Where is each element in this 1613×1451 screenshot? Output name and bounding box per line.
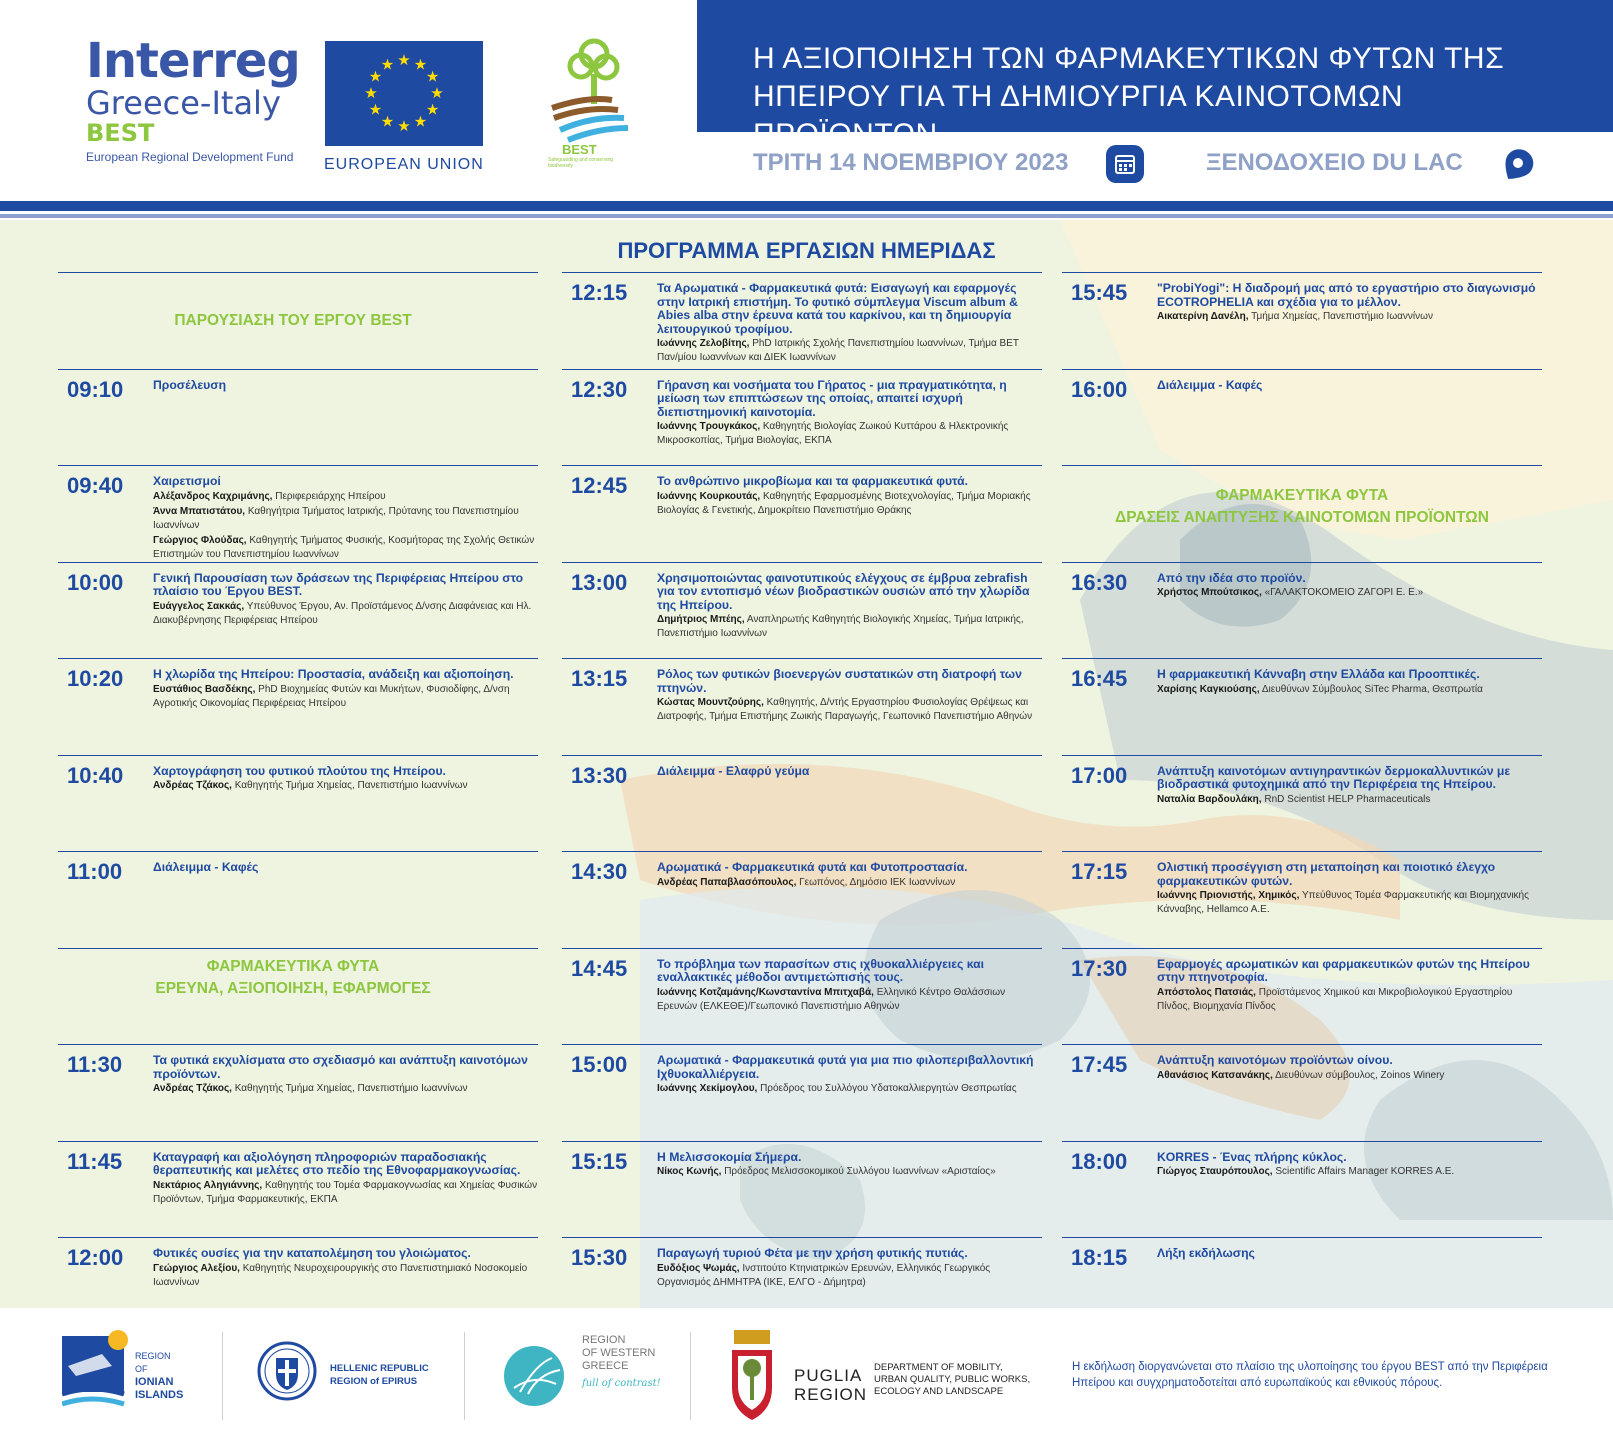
speaker-name: Απόστολος Πατσιάς, <box>1157 986 1256 998</box>
slot-title: Από την ιδέα στο προϊόν. <box>1157 570 1306 585</box>
event-date: ΤΡΙΤΗ 14 ΝΟΕΜΒΡΙΟΥ 2023 <box>753 149 1069 176</box>
schedule-slot <box>562 562 1042 658</box>
speaker <box>657 986 1042 1014</box>
speaker-name: Ανδρέας Τζάκος, <box>153 780 232 791</box>
slot-time: 09:40 <box>67 473 124 498</box>
speaker <box>657 696 1042 724</box>
speaker <box>657 1165 1042 1179</box>
interreg-project: BEST <box>86 119 155 147</box>
slot-time: 16:00 <box>1071 376 1128 402</box>
best-logo-tagline: Safeguarding and conserving biodiversity <box>548 157 614 169</box>
slot-title: Καταγραφή και αξιολόγηση πληροφοριών παραδοσιακής θεραπευτικής και μελέτες στο πεδίο της Εθνοφαρμακογνωσίας. <box>153 1149 521 1177</box>
eu-star-icon: ★ <box>380 113 395 131</box>
schedule-slot <box>58 658 538 754</box>
section-research <box>58 956 528 1000</box>
speaker <box>153 490 538 504</box>
eu-star-icon: ★ <box>425 101 440 119</box>
interreg-program: Greece-Italy <box>86 84 281 122</box>
slot-details <box>657 861 1042 890</box>
puglia-department <box>874 1362 1074 1398</box>
funding-note: Η εκδήλωση διοργανώνεται στο πλαίσιο της υλοποίησης του έργου BEST από την Περιφέρεια Ηπείρου και συγχρηματοδοτείται από ευρωπαϊκούς και εθνικούς πόρους. <box>1072 1361 1548 1389</box>
speaker <box>657 490 1042 518</box>
slot-details <box>153 861 538 875</box>
slot-title: Διάλειμμα - Καφές <box>153 860 259 874</box>
slot-details <box>657 958 1042 1014</box>
speaker <box>657 613 1042 641</box>
puglia-line: PUGLIA <box>794 1366 863 1385</box>
schedule-slot <box>562 948 1042 1044</box>
speaker-name: Νεκτάριος Αληγιάννης, <box>153 1179 263 1191</box>
schedule-slot <box>1062 1141 1542 1237</box>
interreg-logo <box>86 33 300 164</box>
slot-time: 17:30 <box>1071 955 1128 981</box>
section-rule <box>58 272 538 273</box>
schedule-slot <box>58 1044 538 1140</box>
eu-star-icon: ★ <box>430 85 444 102</box>
slot-title: Διάλειμμα - Ελαφρύ γεύμα <box>657 763 810 778</box>
eu-star-icon: ★ <box>364 85 378 102</box>
western-line: OF WESTERN <box>582 1347 656 1359</box>
puglia-logo <box>728 1328 1031 1429</box>
calendar-icon <box>1106 145 1144 183</box>
schedule-slot <box>562 851 1042 947</box>
speaker-name: Νίκος Κωνής, <box>657 1166 722 1177</box>
slot-details <box>657 1054 1042 1096</box>
header <box>0 0 1613 200</box>
western-greece-text <box>582 1334 692 1390</box>
speaker <box>1157 889 1542 917</box>
schedule-slot <box>58 562 538 658</box>
slot-time: 12:45 <box>571 473 628 498</box>
speaker-name: Γεώργιος Φλούδας, <box>153 534 247 546</box>
western-line: REGION <box>582 1334 626 1346</box>
speaker <box>1157 683 1542 697</box>
slot-title: Τα Αρωματικά - Φαρμακευτικά φυτά: Εισαγωγή και εφαρμογές στην Ιατρική επιστήμη. Το φυτικό σύμπλεγμα Viscum album & Abies alba στην έρευνα κατά του καρκίνου, και τη δημιουργία λειτουργικού τροφίμου. <box>657 281 1018 336</box>
speaker-name: Ιωάννης Χεκίμογλου, <box>657 1083 758 1094</box>
speaker-name: Αθανάσιος Κατσανάκης, <box>1157 1069 1273 1081</box>
best-logo <box>548 36 638 171</box>
best-logo-name: BEST <box>562 142 597 157</box>
slot-details <box>657 379 1042 449</box>
slot-details <box>153 668 538 711</box>
speaker <box>153 534 538 562</box>
speaker-role: Καθηγητής Τμήματος Φυσικής, Κοσμήτορας της Σχολής Θετικών Επιστημών του Πανεπιστημίου Ιωαννίνων <box>153 534 535 560</box>
schedule-slot <box>1062 851 1542 947</box>
slot-title: Ρόλος των φυτικών βιοενεργών συστατικών στη διατροφή των πτηνών. <box>657 667 1022 695</box>
speaker <box>1157 310 1542 324</box>
slot-details <box>657 668 1042 724</box>
puglia-text <box>794 1366 867 1404</box>
speaker-role: RnD Scientist HELP Pharmaceuticals <box>1264 793 1431 805</box>
slot-details <box>1157 668 1542 697</box>
speaker-role: Ελληνικό Κέντρο Θαλάσσιων Ερευνών (ΕΛΚΕΘΕ)/Γεωπονικό Πανεπιστήμιο Αθηνών <box>657 986 1006 1012</box>
speaker <box>153 600 538 628</box>
schedule-slot <box>562 1141 1042 1237</box>
speaker <box>153 505 538 533</box>
eu-star-icon: ★ <box>397 118 411 135</box>
slot-time: 15:45 <box>1071 280 1128 305</box>
slot-details <box>657 765 1042 779</box>
speaker-name: Γεώργιος Αλεξίου, <box>153 1262 240 1274</box>
speaker-name: Ιωάννης Ζελοβίτης, <box>657 338 750 349</box>
slot-time: 13:30 <box>571 762 628 788</box>
speaker <box>1157 793 1542 807</box>
slot-title: Αρωματικά - Φαρμακευτικά φυτά και Φυτοπροστασία. <box>657 860 968 874</box>
slot-title: Χαιρετισμοί <box>153 474 221 488</box>
slot-details <box>1157 1151 1542 1180</box>
epirus-logo <box>256 1340 429 1407</box>
western-greece-icon <box>502 1344 566 1408</box>
speaker-role: PhD Βιοχημείας Φυτών και Μυκήτων, Φυσιοδίφης, Δ/νση Αγροτικής Οικονομίας Περιφέρειας Ηπείρου <box>153 683 510 709</box>
slot-title: "ProbiYogi": Η διαδρομή μας από το εργαστήριο στο διαγωνισμό ECOTROPHELIA και σχέδια για το μέλλον. <box>1157 281 1536 309</box>
footer-divider <box>222 1332 223 1420</box>
section-subtitle: ΔΡΑΣΕΙΣ ΑΝΑΠΤΥΞΗΣ ΚΑΙΝΟΤΟΜΩΝ ΠΡΟΪΟΝΤΩΝ <box>1115 509 1489 526</box>
speaker-name: Ιωάννης Κουρκουτάς, <box>657 490 761 502</box>
location-pin-icon <box>1498 145 1538 185</box>
slot-details <box>657 282 1042 365</box>
slot-time: 16:30 <box>1071 569 1128 595</box>
speaker-role: Καθηγητής Τμήμα Χημείας, Πανεπιστήμιο Ιωαννίνων <box>234 1083 468 1094</box>
speaker <box>153 683 538 711</box>
schedule-slot <box>58 1237 538 1308</box>
schedule-slot <box>562 755 1042 851</box>
slot-time: 12:15 <box>571 280 628 305</box>
slot-details <box>1157 1247 1542 1261</box>
speaker-role: Διευθύνων σύμβουλος, Zoinos Winery <box>1275 1069 1445 1081</box>
puglia-coat-of-arms-icon <box>728 1328 776 1424</box>
slot-time: 16:45 <box>1071 666 1128 691</box>
slot-title: Γήρανση και νοσήματα του Γήρατος - μια πραγματικότητα, η μείωση των επιπτώσεων της οποίας, απαιτεί ισχυρή διεπιστημονική καινοτομία. <box>657 377 1007 419</box>
section-title: ΦΑΡΜΑΚΕΥΤΙΚΑ ΦΥΤΑ <box>1215 487 1389 504</box>
speaker-name: Ιωάννης Τρουγκάκος, <box>657 421 761 432</box>
slot-details <box>1157 1054 1542 1083</box>
speaker-name: Ιωάννης Κοτζαμάνης/Κωνσταντίνα Μπιτχαβά, <box>657 986 874 998</box>
speaker-role: Καθηγητής Νευροχειρουργικής στο Πανεπιστημιακό Νοσοκομείο Ιωαννίνων <box>153 1262 528 1288</box>
ionian-islands-icon <box>62 1330 128 1416</box>
slot-title: Φυτικές ουσίες για την καταπολέμηση του γλοιώματος. <box>153 1246 471 1260</box>
speaker-role: Καθηγητής, Δ/ντής Εργαστηρίου Φυσιολογίας Θρέψεως και Διατροφής, Τμήμα Επιστήμης Ζωικής Παραγωγής, Γεωπονικό Πανεπιστήμιο Αθηνών <box>657 697 1033 722</box>
slot-details <box>153 572 538 628</box>
speaker-name: Ευδόξιος Ψωμάς, <box>657 1262 740 1274</box>
slot-time: 10:20 <box>67 666 124 691</box>
eu-star-icon: ★ <box>413 113 428 131</box>
program-title: ΠΡΟΓΡΑΜΜΑ ΕΡΓΑΣΙΩΝ ΗΜΕΡΙΔΑΣ <box>617 238 996 263</box>
eu-star-icon: ★ <box>368 101 383 119</box>
slot-details <box>153 765 538 794</box>
schedule-slot <box>1062 658 1542 754</box>
speaker-name: Χρήστος Μπούτσικος, <box>1157 587 1262 598</box>
program-area <box>0 220 1613 1308</box>
schedule-slot <box>1062 272 1542 368</box>
speaker <box>153 1179 538 1207</box>
slot-time: 10:40 <box>67 762 124 788</box>
schedule-slot <box>1062 1237 1542 1308</box>
schedule-slot <box>1062 755 1542 851</box>
ionian-islands-text <box>135 1350 183 1402</box>
speaker-role: PhD Ιατρικής Σχολής Πανεπιστημίου Ιωαννίνων, Τμήμα BET Παν/μίου Ιωαννίνων και ΔΙΕΚ Ιωαννίνων <box>657 338 1019 363</box>
title-banner <box>697 0 1613 151</box>
western-tagline: full of contrast! <box>582 1378 661 1389</box>
speaker <box>657 420 1042 448</box>
western-line: GREECE <box>582 1360 629 1372</box>
footer <box>0 1308 1613 1451</box>
schedule-slot <box>1062 369 1542 465</box>
slot-details <box>1157 282 1542 324</box>
speaker-name: Άννα Μπατιστάτου, <box>153 505 246 517</box>
speaker <box>657 876 1042 890</box>
speaker-role: Καθηγήτρια Τμήματος Ιατρικής, Πρύτανης του Πανεπιστημίου Ιωαννίνων <box>153 505 519 531</box>
speaker-role: Προϊστάμενος Χημικού και Μικροβιολογικού Εργαστηρίου Πίνδος, Βιομηχανία Πίνδος <box>1157 986 1513 1012</box>
speaker <box>1157 1165 1542 1179</box>
slot-time: 12:00 <box>67 1245 124 1270</box>
speaker-role: Υπεύθυνος Έργου, Αν. Προϊστάμενος Δ/νσης Διαφάνειας και Ηλ. Διακυβέρνησης Περιφέρειας Ηπείρου <box>153 600 532 626</box>
header-stripe-light <box>0 214 1613 218</box>
speaker-role: Καθηγητής Βιολογίας Ζωικού Κυττάρου & Ηλεκτρονικής Μικροσκοπίας, Τμήμα Βιολογίας, ΕΚΠΑ <box>657 421 1009 446</box>
speaker-role: Γεωπόνος, Δημόσιο ΙΕΚ Ιωαννίνων <box>799 876 956 888</box>
speaker-name: Ανδρέας Παπαβλασόπουλος, <box>657 876 797 888</box>
speaker <box>1157 1069 1542 1083</box>
footer-divider <box>464 1332 465 1420</box>
slot-time: 11:30 <box>67 1052 123 1077</box>
slot-time: 15:15 <box>571 1148 628 1174</box>
slot-title: Εφαρμογές αρωματικών και φαρμακευτικών φυτών της Ηπείρου στην πτηνοτροφία. <box>1157 956 1530 984</box>
speaker-name: Αλέξανδρος Καχριμάνης, <box>153 490 273 502</box>
slot-details <box>153 1247 538 1290</box>
slot-title: Αρωματικά - Φαρμακευτικά φυτά για μια πιο φιλοπεριβαλλοντική Ιχθυοκαλλιέργεια. <box>657 1053 1034 1081</box>
speaker-name: Δημήτριος Μπέης, <box>657 614 745 625</box>
puglia-line: REGION <box>794 1385 868 1404</box>
slot-time: 14:45 <box>571 955 628 981</box>
puglia-dept-line: ECOLOGY AND LANDSCAPE <box>874 1386 1004 1397</box>
eu-star-icon: ★ <box>397 52 411 69</box>
speaker-role: Ινστιτούτο Κτηνιατρικών Ερευνών, Ελληνικός Γεωργικός Οργανισμός ΔΗΜΗΤΡΑ (ΙΚΕ, ΕΛΓΟ - Δήμητρα) <box>657 1262 991 1288</box>
western-greece-logo <box>502 1334 661 1413</box>
speaker-name: Ναταλία Βαρδουλάκη, <box>1157 793 1262 805</box>
section-rule <box>58 948 538 949</box>
header-stripe <box>0 201 1613 211</box>
schedule-slot <box>562 465 1042 561</box>
speaker-role: Πρόεδρος Μελισσοκομικού Συλλόγου Ιωαννίνων «Αρισταίος» <box>724 1166 996 1177</box>
slot-title: Διάλειμμα - Καφές <box>1157 377 1263 392</box>
eu-star-icon: ★ <box>380 56 395 74</box>
speaker-name: Ιωάννης Πριονιστής, Χημικός, <box>1157 890 1300 901</box>
schedule-slot <box>1062 948 1542 1044</box>
slot-time: 10:00 <box>67 569 124 595</box>
speaker-role: Καθηγητής του Τομέα Φαρμακογνωσίας και Χημείας Φυσικών Προϊόντων, Τμήμα Φαρμακευτικής, ΕΚΠΑ <box>153 1179 538 1205</box>
puglia-dept-line: DEPARTMENT OF MOBILITY, <box>874 1362 1003 1373</box>
slot-details <box>1157 861 1542 917</box>
slot-title: Λήξη εκδήλωσης <box>1157 1246 1255 1260</box>
slot-title: Το ανθρώπινο μικροβίωμα και τα φαρμακευτικά φυτά. <box>657 474 969 488</box>
speaker-role: Πρόεδρος του Συλλόγου Υδατοκαλλιεργητών Θεσπρωτίας <box>760 1083 1017 1094</box>
speaker-name: Γιώργος Σταυρόπουλος, <box>1157 1166 1273 1177</box>
puglia-dept-line: URBAN QUALITY, PUBLIC WORKS, <box>874 1374 1031 1385</box>
schedule-slot <box>58 755 538 851</box>
slot-time: 11:45 <box>67 1148 123 1174</box>
slot-time: 14:30 <box>571 859 628 884</box>
schedule-slot <box>58 465 538 561</box>
slot-details <box>657 475 1042 518</box>
ionian-line: ISLANDS <box>135 1389 184 1401</box>
slot-details <box>657 1151 1042 1180</box>
slot-details <box>1157 379 1542 393</box>
section-title: ΠΑΡΟΥΣΙΑΣΗ ΤΟΥ ΕΡΓΟΥ BEST <box>174 312 412 329</box>
speaker-role: «ΓΑΛΑΚΤΟΚΟΜΕΙΟ ΖΑΓΟΡΙ Ε. Ε.» <box>1264 587 1424 598</box>
slot-title: Τα φυτικά εκχυλίσματα στο σχεδιασμό και ανάπτυξη καινοτόμων προϊόντων. <box>153 1053 528 1081</box>
slot-details <box>1157 958 1542 1014</box>
speaker-name: Χαρίσης Καγκιούσης, <box>1157 683 1260 695</box>
speaker-role: Καθηγητής Τμήμα Χημείας, Πανεπιστήμιο Ιωαννίνων <box>234 780 468 791</box>
slot-title: Η χλωρίδα της Ηπείρου: Προστασία, ανάδειξη και αξιοποίηση. <box>153 667 514 681</box>
section-best-presentation <box>58 310 528 332</box>
section-subtitle: ΕΡΕΥΝΑ, ΑΞΙΟΠΟΙΗΣΗ, ΕΦΑΡΜΟΓΕΣ <box>155 980 431 997</box>
speaker-name: Αικατερίνη Δανέλη, <box>1157 311 1249 322</box>
section-innovation <box>1062 485 1542 529</box>
slot-details <box>153 1054 538 1096</box>
eu-flag-icon <box>325 41 483 146</box>
ionian-islands-logo <box>62 1330 184 1421</box>
epirus-line: HELLENIC REPUBLIC <box>330 1363 429 1374</box>
speaker-role: Τμήμα Χημείας, Πανεπιστήμιο Ιωαννίνων <box>1251 311 1433 322</box>
schedule-slot <box>562 272 1042 368</box>
speaker-role: Υπεύθυνος Τομέα Φαρμακευτικής και Βιομηχανικής Κάνναβης, Hellamco A.E. <box>1157 890 1529 915</box>
speaker <box>1157 586 1542 600</box>
schedule-slot <box>562 1237 1042 1308</box>
slot-title: Χρησιμοποιώντας φαινοτυπικούς ελέγχους σε έμβρυα zebrafish για τον εντοπισμό νέων βιοδραστικών ουσιών από την χλωρίδα της Ηπείρου. <box>657 570 1030 612</box>
slot-time: 17:45 <box>1071 1052 1128 1077</box>
speaker <box>657 1262 1042 1290</box>
slot-time: 18:00 <box>1071 1148 1128 1174</box>
slot-title: Ανάπτυξη καινοτόμων προϊόντων οίνου. <box>1157 1053 1393 1067</box>
speaker-name: Ευστάθιος Βασδέκης, <box>153 683 256 695</box>
slot-time: 13:15 <box>571 666 628 691</box>
slot-title: Η φαρμακευτική Κάνναβη στην Ελλάδα και Προοπτικές. <box>1157 667 1480 681</box>
slot-time: 15:00 <box>571 1052 628 1077</box>
slot-time: 12:30 <box>571 376 628 402</box>
slot-time: 17:00 <box>1071 762 1128 788</box>
schedule-slot <box>58 369 538 465</box>
interreg-fund: European Regional Development Fund <box>86 150 294 164</box>
footer-divider <box>690 1332 691 1420</box>
slot-time: 15:30 <box>571 1245 628 1270</box>
event-title: Η ΑΞΙΟΠΟΙΗΣΗ ΤΩΝ ΦΑΡΜΑΚΕΥΤΙΚΩΝ ΦΥΤΩΝ ΤΗΣ ΗΠΕΙΡΟΥ ΓΙΑ ΤΗ ΔΗΜΙΟΥΡΓΙΑ ΚΑΙΝΟΤΟΜΩΝ ΠΡΟΪΟΝΤΩΝ <box>753 42 1505 151</box>
speaker <box>657 337 1042 365</box>
eu-label: EUROPEAN UNION <box>324 156 484 173</box>
slot-title: KORRES - Ένας πλήρης κύκλος. <box>1157 1149 1347 1164</box>
schedule-slot <box>58 1141 538 1237</box>
slot-title: Γενική Παρουσίαση των δράσεων της Περιφέρειας Ηπείρου στο πλαίσιο του Έργου BEST. <box>153 570 524 598</box>
interreg-name: Interreg <box>86 33 300 89</box>
slot-details <box>657 572 1042 642</box>
speaker-role: Καθηγητής Εφαρμοσμένης Βιοτεχνολογίας, Τμήμα Μοριακής Βιολογίας & Γενετικής, Δημοκρίτειο Πανεπιστήμιο Θράκης <box>657 490 1031 516</box>
speaker <box>153 779 538 793</box>
slot-time: 17:15 <box>1071 859 1128 884</box>
slot-time: 11:00 <box>67 859 123 884</box>
slot-details <box>1157 572 1542 601</box>
slot-title: Ανάπτυξη καινοτόμων αντιγηραντικών δερμοκαλλυντικών με βιοδραστικά φυτοχημικά από την Περιφέρεια της Ηπείρου. <box>1157 763 1511 791</box>
speaker-role: Αναπληρωτής Καθηγητής Βιολογικής Χημείας, Τμήμα Ιατρικής, Πανεπιστήμιο Ιωαννίνων <box>657 614 1024 639</box>
epirus-text <box>330 1362 460 1388</box>
eu-star-icon: ★ <box>413 56 428 74</box>
slot-time: 13:00 <box>571 569 628 595</box>
speaker <box>657 1082 1042 1096</box>
slot-title: Η Μελισσοκομία Σήμερα. <box>657 1149 802 1164</box>
slot-details <box>1157 765 1542 807</box>
speaker <box>1157 986 1542 1014</box>
speaker-name: Ευάγγελος Σακκάς, <box>153 600 245 612</box>
event-venue: ΞΕΝΟΔΟΧΕΙΟ DU LAC <box>1206 149 1463 176</box>
section-rule <box>1062 465 1542 466</box>
schedule-slot <box>562 658 1042 754</box>
speaker <box>153 1262 538 1290</box>
slot-time: 09:10 <box>67 376 124 402</box>
schedule-slot <box>58 851 538 947</box>
schedule-slot <box>1062 1044 1542 1140</box>
speaker-role: Διευθύνων Σύμβουλος SiTec Pharma, Θεσπρωτία <box>1261 683 1483 695</box>
eu-star-icon: ★ <box>425 68 440 86</box>
ionian-line: REGION OF <box>135 1351 171 1374</box>
speaker-name: Κώστας Μουντζούρης, <box>657 697 764 708</box>
section-title: ΦΑΡΜΑΚΕΥΤΙΚΑ ΦΥΤΑ <box>206 958 380 975</box>
slot-title: Προσέλευση <box>153 377 227 392</box>
speaker-role: Περιφερειάρχης Ηπείρου <box>275 490 386 502</box>
schedule-slot <box>1062 562 1542 658</box>
speaker <box>153 1082 538 1096</box>
schedule-slot <box>562 1044 1042 1140</box>
epirus-line: REGION of EPIRUS <box>330 1376 418 1387</box>
slot-title: Το πρόβλημα των παρασίτων στις ιχθυοκαλλιέργειες και εναλλακτικές μέθοδοι αντιμετώπισής τους. <box>657 956 985 984</box>
speaker-role: Scientific Affairs Manager KORRES A.E. <box>1275 1166 1455 1177</box>
slot-title: Ολιστική προσέγγιση στη μεταποίηση και ποιοτικό έλεγχο φαρμακευτικών φυτών. <box>1157 860 1496 888</box>
slot-title: Παραγωγή τυριού Φέτα με την χρήση φυτικής πυτιάς. <box>657 1246 968 1260</box>
slot-details <box>153 1151 538 1207</box>
slot-details <box>153 379 538 393</box>
slot-time: 18:15 <box>1071 1245 1128 1270</box>
slot-details <box>153 475 538 562</box>
greek-emblem-icon <box>256 1340 318 1402</box>
eu-star-icon: ★ <box>368 68 383 86</box>
slot-details <box>657 1247 1042 1290</box>
ionian-line: IONIAN <box>135 1376 174 1388</box>
speaker-name: Ανδρέας Τζάκος, <box>153 1083 232 1094</box>
slot-title: Χαρτογράφηση του φυτικού πλούτου της Ηπείρου. <box>153 763 446 778</box>
schedule-slot <box>562 369 1042 465</box>
